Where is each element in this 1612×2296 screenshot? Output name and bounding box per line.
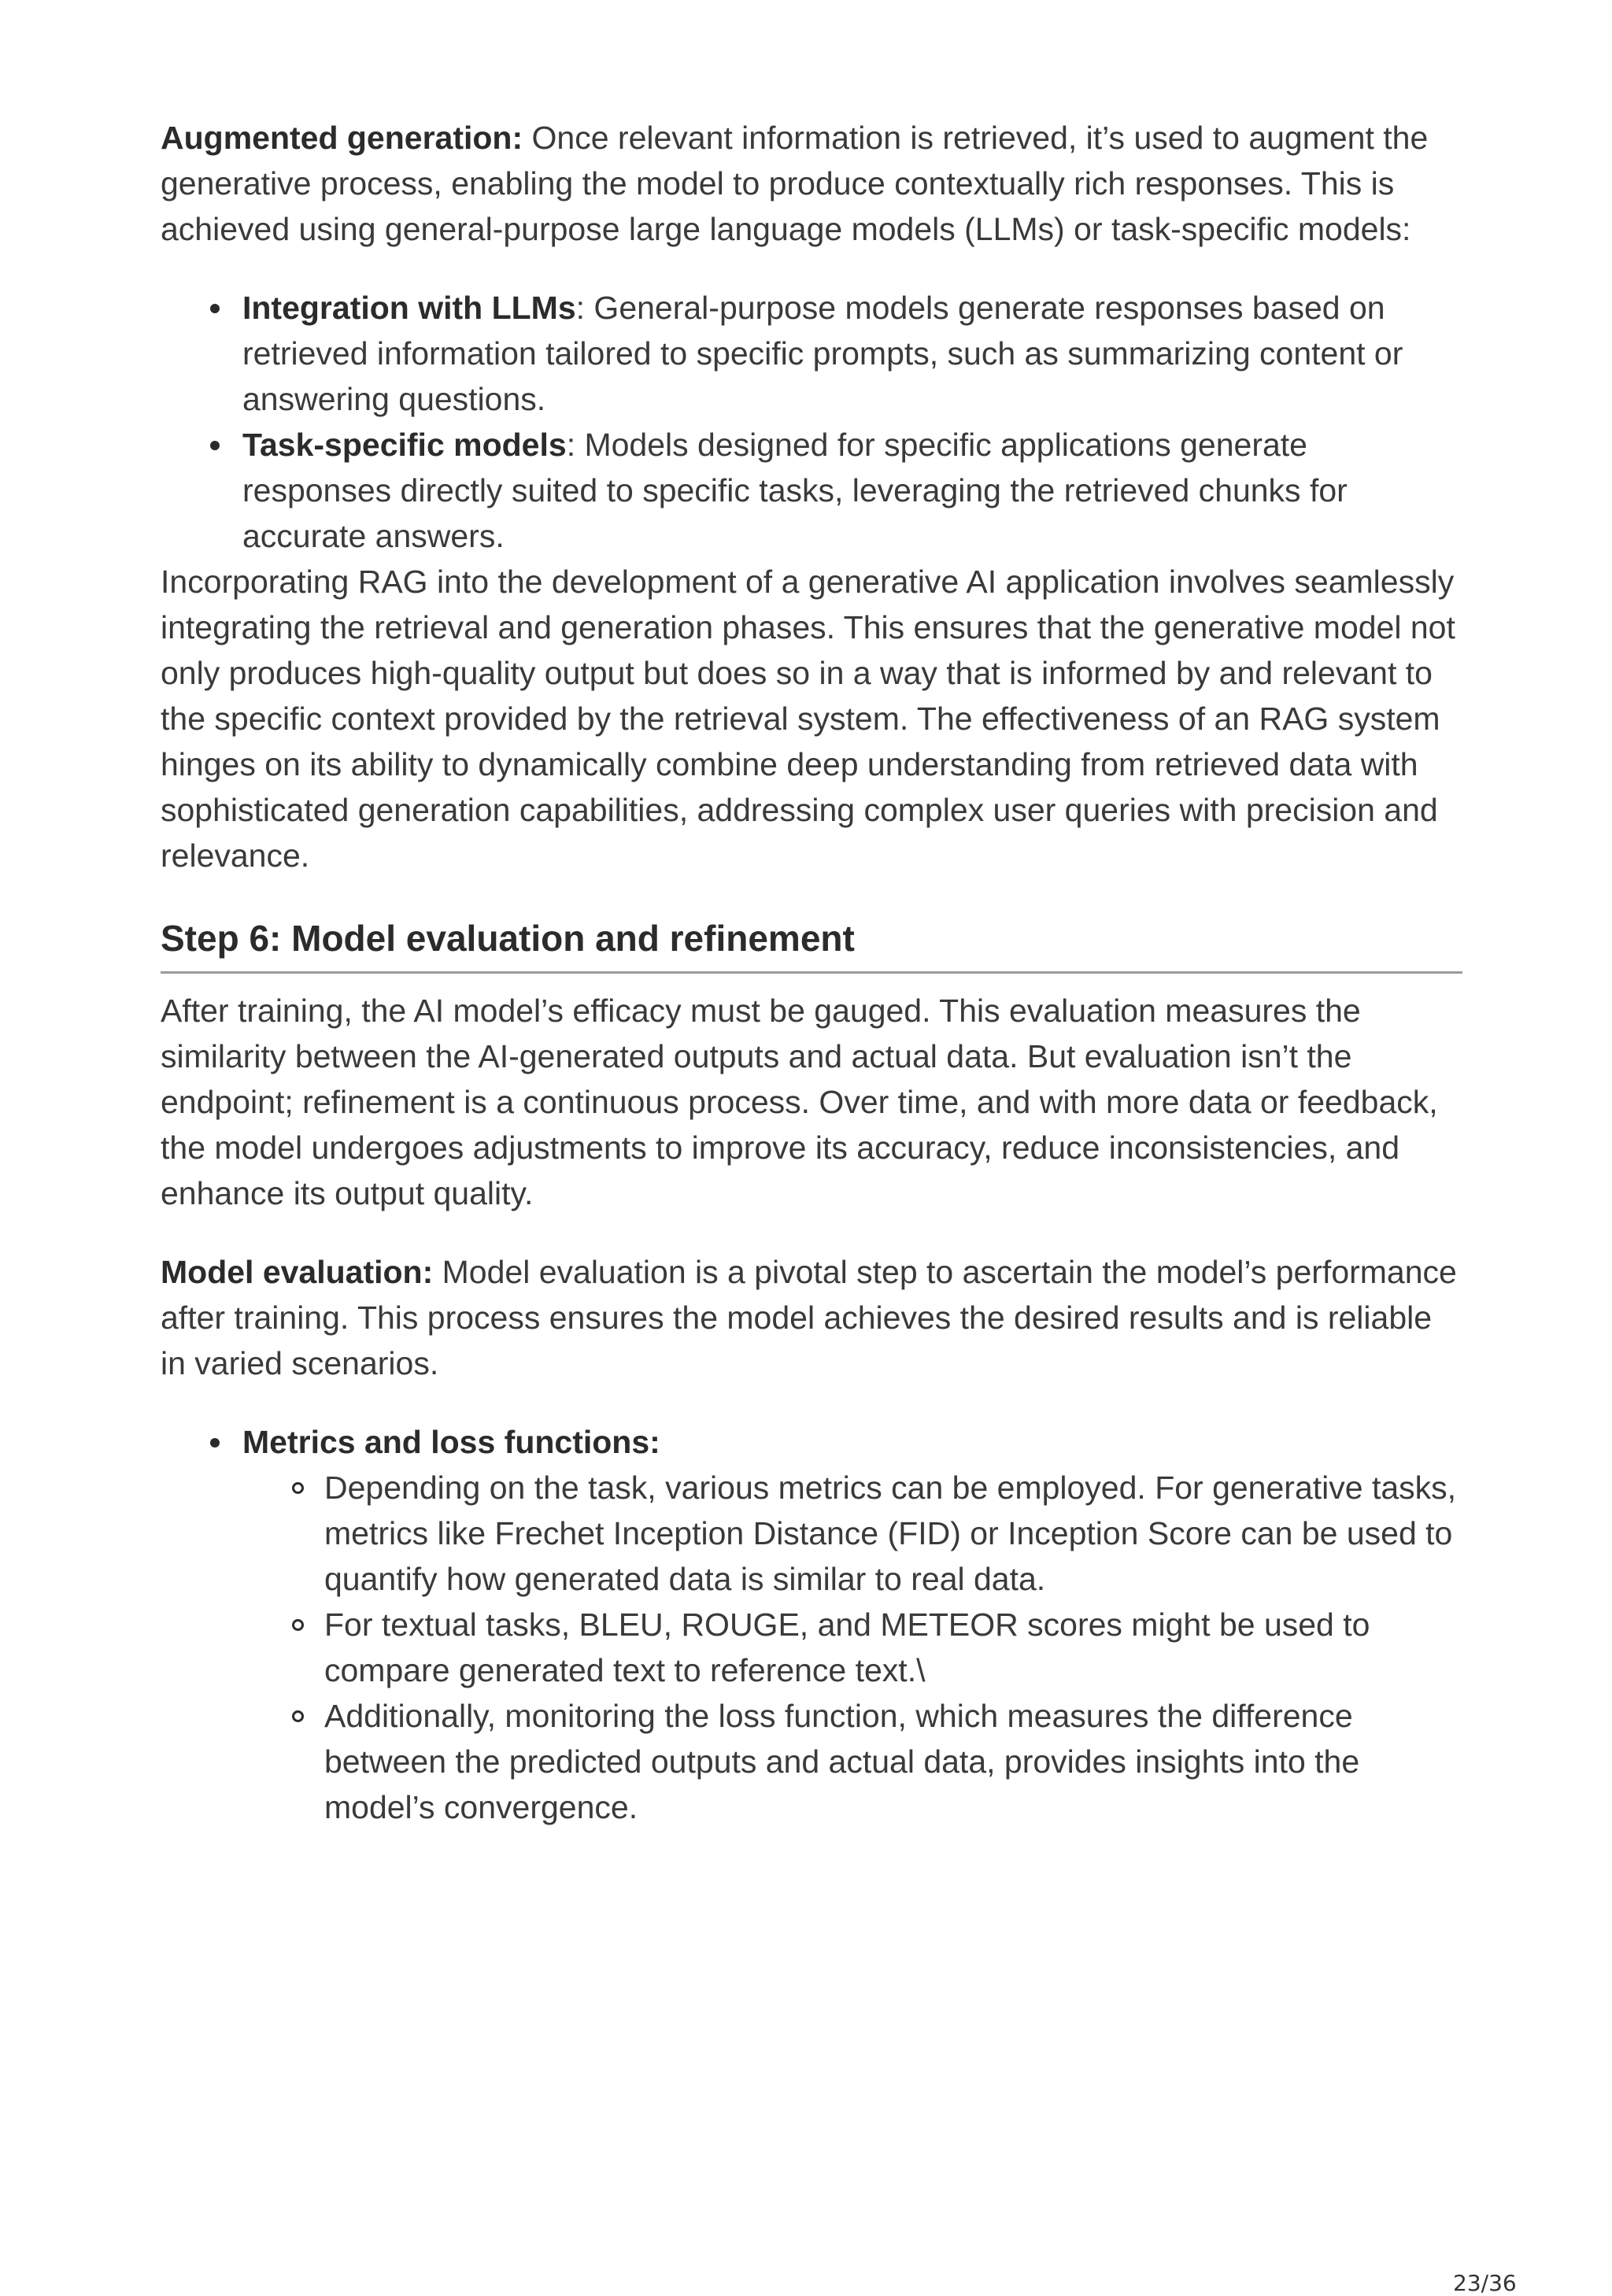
bullet-icon [210, 304, 220, 313]
metrics-list [161, 1419, 1462, 1830]
augmented-generation-paragraph [161, 115, 1462, 252]
document-body [161, 115, 1462, 1830]
sublist-item [324, 1693, 1462, 1830]
sublist-item-text: Additionally, monitoring the loss function, which measures the difference between the predicted outputs and actual data, provides insights into the model’s convergence. [324, 1698, 1360, 1825]
model-evaluation-label: Model evaluation: [161, 1254, 434, 1290]
model-evaluation-paragraph [161, 1249, 1462, 1386]
list-item-text: : Models designed for specific applications generate responses directly suited to specific tasks, leveraging the retrieved chunks for accurate answers. [242, 427, 1348, 554]
circle-bullet-icon [292, 1482, 304, 1494]
augmented-generation-text: Once relevant information is retrieved, it’s used to augment the generative process, enabling the model to produce contextually rich responses. This is achieved using general-purpose large language models (LLMs) or task-specific models: [161, 120, 1429, 247]
metrics-label: Metrics and loss functions: [242, 1424, 660, 1460]
step6-intro-paragraph: After training, the AI model’s efficacy must be gauged. This evaluation measures the similarity between the AI-generated outputs and actual data. But evaluation isn’t the endpoint; refinement is a continuous process. Over time, and with more data or feedback, the model undergoes adjustments to improve its accuracy, reduce inconsistencies, and enhance its output quality. [161, 993, 1438, 1211]
sublist-item-text: Depending on the task, various metrics can be employed. For generative tasks, metrics like Frechet Inception Distance (FID) or Inception Score can be used to quantify how generated data is similar to real data. [324, 1470, 1457, 1597]
list-item-label: Task-specific models [242, 427, 567, 463]
metrics-sublist [242, 1465, 1462, 1830]
circle-bullet-icon [292, 1710, 304, 1722]
list-item [242, 285, 1462, 422]
model-evaluation-text: Model evaluation is a pivotal step to ascertain the model’s performance after training. This process ensures the model achieves the desired results and is reliable in varied scenarios. [161, 1254, 1457, 1381]
rag-paragraph: Incorporating RAG into the development of a generative AI application involves seamlessly integrating the retrieval and generation phases. This ensures that the generative model not only produces high-quality output but does so in a way that is informed by and relevant to the specific context provided by the retrieval system. The effectiveness of an RAG system hinges on its ability to dynamically combine deep understanding from retrieved data with sophisticated generation capabilities, addressing complex user queries with precision and relevance. [161, 564, 1455, 874]
list-item-label: Integration with LLMs [242, 290, 576, 326]
bullet-icon [210, 1438, 220, 1447]
list-item-text: : General-purpose models generate responses based on retrieved information tailored to specific prompts, such as summarizing content or answering questions. [242, 290, 1403, 417]
list-item [242, 1419, 1462, 1830]
section-heading: Step 6: Model evaluation and refinement [161, 915, 1462, 974]
augmented-generation-list [161, 285, 1462, 559]
circle-bullet-icon [292, 1619, 304, 1631]
augmented-generation-label: Augmented generation: [161, 120, 523, 156]
sublist-item-text: For textual tasks, BLEU, ROUGE, and METEOR scores might be used to compare generated text to reference text.\ [324, 1606, 1370, 1688]
sublist-item [324, 1602, 1462, 1693]
sublist-item [324, 1465, 1462, 1602]
page-number: 23/36 [1453, 2270, 1517, 2296]
list-item [242, 422, 1462, 559]
bullet-icon [210, 441, 220, 450]
